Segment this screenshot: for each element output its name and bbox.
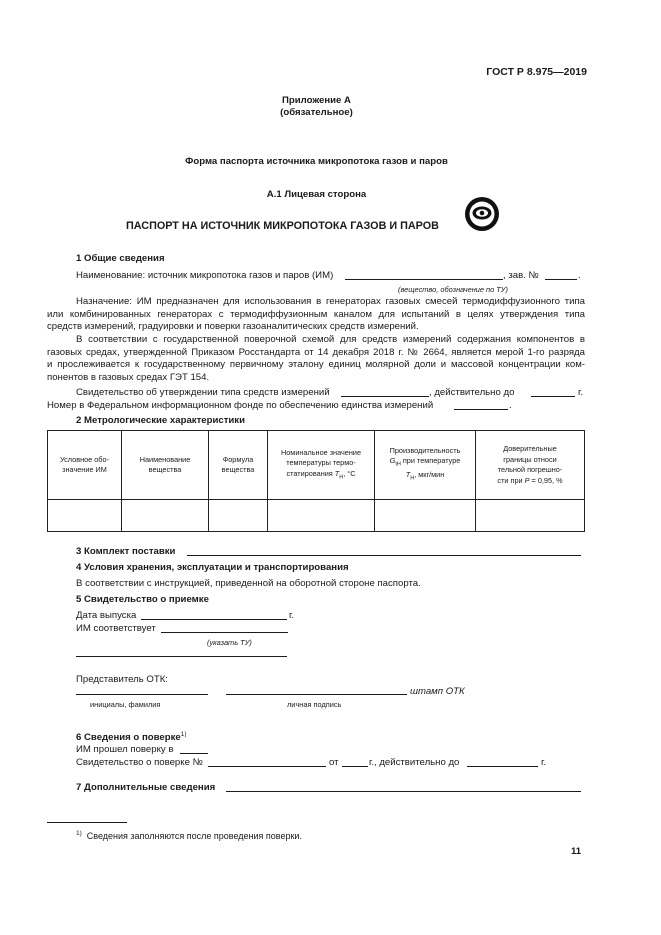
header-text: вещества	[148, 465, 182, 474]
additional-info-line	[226, 791, 581, 792]
tu-hint: (указать ТУ)	[207, 638, 252, 647]
initials-hint: инициалы, фамилия	[90, 700, 161, 709]
table-cell[interactable]	[48, 500, 122, 532]
header-cell-temperature	[268, 431, 375, 500]
footnote-separator	[47, 822, 127, 823]
substance-field-line	[345, 279, 503, 280]
verification-year: г.	[541, 757, 546, 768]
scheme-line: газовых средах, утвержденной Приказом Росстандарта от 14 декабря 2018 г. № 2664, является мерой 1-го разряда	[47, 346, 585, 358]
verification-from-line	[342, 766, 368, 767]
registry-label: Номер в Федеральном информационном фонде по обеспечению единства измерений	[47, 400, 434, 411]
header-text: Условное обо-	[60, 454, 109, 464]
verification-valid-label: г., действительно до	[369, 757, 460, 768]
symbol: T	[405, 470, 411, 480]
header-text: тельной погрешно-	[497, 465, 563, 474]
otk-label: Представитель ОТК:	[76, 674, 168, 685]
appendix-status: (обязательное)	[280, 107, 353, 118]
type-cert-field-line	[341, 396, 429, 397]
header-text	[270, 469, 372, 483]
conformity-label: ИМ соответствует	[76, 623, 156, 634]
signature-hint: личная подпись	[287, 700, 342, 709]
subscript: H	[339, 473, 344, 480]
symbol: T	[334, 468, 340, 478]
delivery-set-field-line	[187, 555, 581, 556]
purpose-line: Назначение: ИМ предназначен для использования в генераторах газовых смесей термодиффузионного типа	[76, 296, 585, 307]
form-title: Форма паспорта источника микропотока газов и паров	[185, 156, 448, 167]
subscript: tH	[395, 461, 401, 468]
type-cert-label: Свидетельство об утверждении типа средств измерений	[76, 387, 330, 398]
header-cell-formula	[209, 431, 268, 500]
table-cell[interactable]	[476, 500, 585, 532]
verification-valid-line	[467, 766, 538, 767]
header-text	[478, 476, 582, 487]
conformity-field-line	[161, 632, 288, 633]
name-line-end: .	[578, 270, 581, 281]
registry-end: .	[509, 400, 512, 411]
header-text: температуры термо-	[286, 458, 356, 468]
scheme-paragraph	[47, 334, 585, 384]
section-1-title: 1 Общие сведения	[76, 253, 165, 264]
verification-from-label: от	[329, 757, 339, 768]
verification-passed-label: ИМ прошел поверку в	[76, 744, 174, 755]
header-cell-designation	[48, 431, 122, 500]
verification-cert-no-line	[208, 766, 326, 767]
storage-text: В соответствии с инструкцией, приведенной на оборотной стороне паспорта.	[76, 578, 421, 589]
type-cert-year: г.	[578, 387, 583, 398]
purpose-line: или комбинированных генераторах с термодиффузионным каналом для испытаний в целях утверждения типа	[47, 308, 585, 320]
header-text: значение ИМ	[62, 465, 107, 474]
section-6-title	[76, 728, 186, 744]
release-date-field-line	[141, 619, 287, 620]
header-text: границы относи	[503, 454, 557, 464]
table-header-row	[48, 431, 585, 500]
header-text: Номинальное значение	[280, 447, 362, 457]
footnote	[76, 827, 302, 843]
side-title: А.1 Лицевая сторона	[266, 189, 367, 200]
header-text: Наименование	[139, 454, 191, 464]
section-3-title: 3 Комплект поставки	[76, 546, 176, 557]
table-cell[interactable]	[268, 500, 375, 532]
header-text: = 0,95, %	[529, 475, 563, 485]
substance-hint: (вещество, обозначение по ТУ)	[398, 285, 508, 294]
metrological-table	[47, 430, 585, 532]
scheme-line: и прослеживается к государственному первичному эталону единиц молярной доли и массовой концентрации ком-	[47, 359, 585, 371]
serial-no-label: , зав. №	[503, 270, 539, 281]
table-row	[48, 500, 585, 532]
section-2-title: 2 Метрологические характеристики	[76, 415, 246, 426]
scheme-line: понентов в газовых средах ГЭТ 154.	[47, 371, 210, 383]
conformity-extra-line	[76, 656, 287, 657]
verification-date-line	[180, 753, 208, 754]
table-cell[interactable]	[209, 500, 268, 532]
scheme-line: В соответствии с государственной поверочной схемой для средств измерений содержания компонентов в	[76, 334, 585, 345]
footnote-ref: 1)	[180, 731, 187, 738]
standard-number: ГОСТ Р 8.975—2019	[486, 66, 587, 78]
verification-cert-label: Свидетельство о поверке №	[76, 757, 203, 768]
header-cell-substance-name	[122, 431, 209, 500]
subscript: H	[410, 475, 415, 482]
header-text: при температуре	[400, 456, 461, 466]
passport-title: ПАСПОРТ НА ИСТОЧНИК МИКРОПОТОКА ГАЗОВ И ПАРОВ	[126, 220, 439, 232]
header-text: Формула	[222, 454, 254, 464]
initials-field-line	[76, 694, 208, 695]
symbol: G	[389, 456, 396, 466]
appendix-title: Приложение А	[282, 95, 351, 106]
registry-field-line	[454, 409, 508, 410]
section-6-title-text: 6 Сведения о поверке	[76, 732, 181, 744]
release-date-label: Дата выпуска	[76, 610, 137, 621]
purpose-paragraph	[47, 296, 585, 334]
table-cell[interactable]	[375, 500, 476, 532]
section-7-title: 7 Дополнительные сведения	[76, 782, 216, 793]
header-text: статирования	[286, 468, 333, 478]
type-cert-valid-label: , действительно до	[429, 387, 515, 398]
header-text: вещества	[221, 465, 255, 474]
serial-no-field-line	[545, 279, 577, 280]
header-text	[377, 456, 473, 470]
header-text: Доверительные	[503, 444, 557, 453]
name-label: Наименование: источник микропотока газов и паров (ИМ)	[76, 270, 334, 281]
table-cell[interactable]	[122, 500, 209, 532]
section-4-title: 4 Условия хранения, эксплуатации и транспортирования	[76, 562, 349, 573]
unit: , мкг/мин	[414, 470, 445, 480]
header-cell-productivity	[375, 431, 476, 500]
header-text: Производительность	[389, 445, 461, 455]
page-number: 11	[571, 846, 582, 857]
symbol: P	[524, 475, 530, 485]
footnote-mark: 1)	[76, 830, 82, 837]
type-cert-date-line	[531, 396, 575, 397]
header-cell-error-bounds	[476, 431, 585, 500]
header-text: сти при	[497, 475, 525, 485]
unit: , °С	[343, 468, 356, 478]
release-year: г.	[289, 610, 294, 621]
footnote-text: Сведения заполняются после проведения поверки.	[86, 831, 302, 841]
otk-stamp-label: штамп ОТК	[410, 686, 465, 697]
signature-field-line	[226, 694, 407, 695]
section-5-title: 5 Свидетельство о приемке	[76, 594, 209, 605]
certification-mark-logo	[462, 194, 502, 234]
purpose-line: средств измерений, градуировки и поверки газоаналитических средств измерений.	[47, 321, 419, 333]
header-text	[377, 470, 473, 484]
